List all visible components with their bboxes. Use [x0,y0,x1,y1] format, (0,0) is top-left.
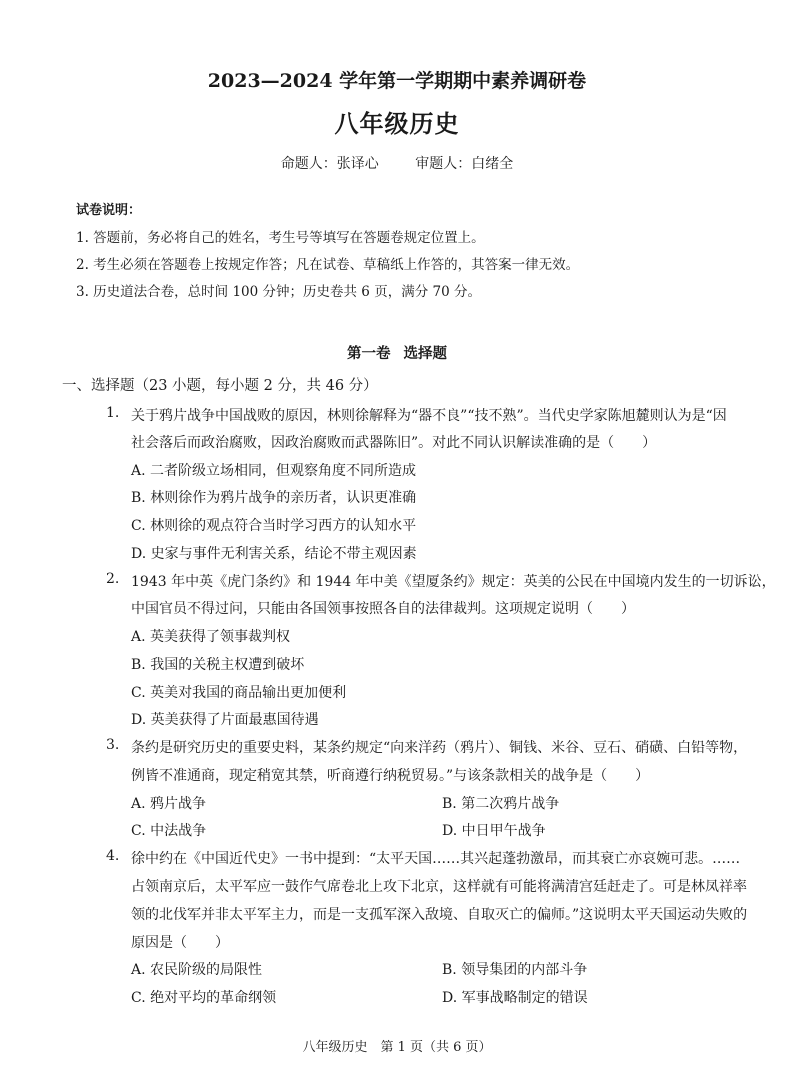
option-b: B. 我国的关税主权遭到破坏 [131,657,305,673]
question-text: 社会落后而政治腐败，因政治腐败而武器陈旧”。对此不同认识解读准确的是（ ） [131,435,657,451]
section-label: 第一卷 [346,345,391,362]
option-d: D. 英美获得了片面最惠国待遇 [131,712,319,728]
option-a: A. 鸦片战争 [131,796,207,812]
question-text: 关于鸦片战争中国战败的原因，林则徐解释为“器不良”“技不熟”。当代史学家陈旭麓则认为是“因 [131,408,727,424]
exam-subject: 八年级历史 [334,109,460,138]
question-text: 原因是（ ） [131,935,229,951]
question-number: 3. [106,737,120,753]
question-text: 例皆不准通商，现定稍宽其禁，听商遵行纳税贸易。”与该条款相关的战争是（ ） [131,768,650,784]
option-d: D. 军事战略制定的错误 [442,990,588,1006]
option-a: A. 英美获得了领事裁判权 [131,629,291,645]
question-text: 领的北伐军并非太平军主力，而是一支孤军深入敌境、自取灭亡的偏师。”这说明太平天国运动失败的 [131,907,748,923]
exam-authors [0,153,794,173]
question-text: 徐中约在《中国近代史》一书中提到：“太平天国……其兴起蓬勃激昂，而其衰亡亦哀婉可悲。…… [131,851,741,867]
question-text: 中国官员不得过问，只能由各国领事按照各自的法律裁判。这项规定说明（ ） [131,601,635,617]
question-text: 1943 年中英《虎门条约》和 1944 年中美《望厦条约》规定：英美的公民在中国境内发生的一切诉讼， [131,574,776,590]
question-number: 1. [106,405,120,421]
page-footer: 八年级历史 第 1 页（共 6 页） [302,1040,492,1055]
instruction-item: 1. 答题前，务必将自己的姓名，考生号等填写在答题卷规定位置上。 [76,230,485,246]
option-b: B. 林则徐作为鸦片战争的亲历者，认识更准确 [131,490,417,506]
option-a: A. 二者阶级立场相同，但观察角度不同所造成 [131,463,417,479]
option-a: A. 农民阶级的局限性 [131,962,263,978]
option-c: C. 中法战争 [131,823,207,839]
question-number: 2. [106,571,120,587]
author-label: 命题人：张译心 [280,156,379,172]
option-d: D. 中日甲午战争 [442,823,546,839]
part-heading: 一、选择题（23 小题，每小题 2 分，共 46 分） [62,378,378,394]
question-text: 条约是研究历史的重要史料，某条约规定“向来洋药（鸦片）、铜钱、米谷、豆石、硝磺、白铅等物， [131,740,748,756]
option-b: B. 领导集团的内部斗争 [442,962,588,978]
option-c: C. 英美对我国的商品输出更加便利 [131,685,347,701]
question-number: 4. [106,848,120,864]
instructions-heading: 试卷说明： [76,203,142,218]
reviewer-label: 审题人：白绪全 [415,156,514,172]
option-b: B. 第二次鸦片战争 [442,796,560,812]
option-c: C. 林则徐的观点符合当时学习西方的认知水平 [131,518,417,534]
option-d: D. 史家与事件无利害关系，结论不带主观因素 [131,546,417,562]
section-name: 选择题 [403,345,448,362]
question-text: 占领南京后，太平军应一鼓作气席卷北上攻下北京，这样就有可能将满清宫廷赶走了。可是林凤祥率 [131,879,747,895]
exam-title: 2023—2024 学年第一学期期中素养调研卷 [207,70,587,92]
instruction-item: 2. 考生必须在答题卷上按规定作答；凡在试卷、草稿纸上作答的，其答案一律无效。 [76,257,580,273]
option-c: C. 绝对平均的革命纲领 [131,990,277,1006]
section-title [0,342,794,363]
instruction-item: 3. 历史道法合卷，总时间 100 分钟；历史卷共 6 页，满分 70 分。 [76,284,481,300]
